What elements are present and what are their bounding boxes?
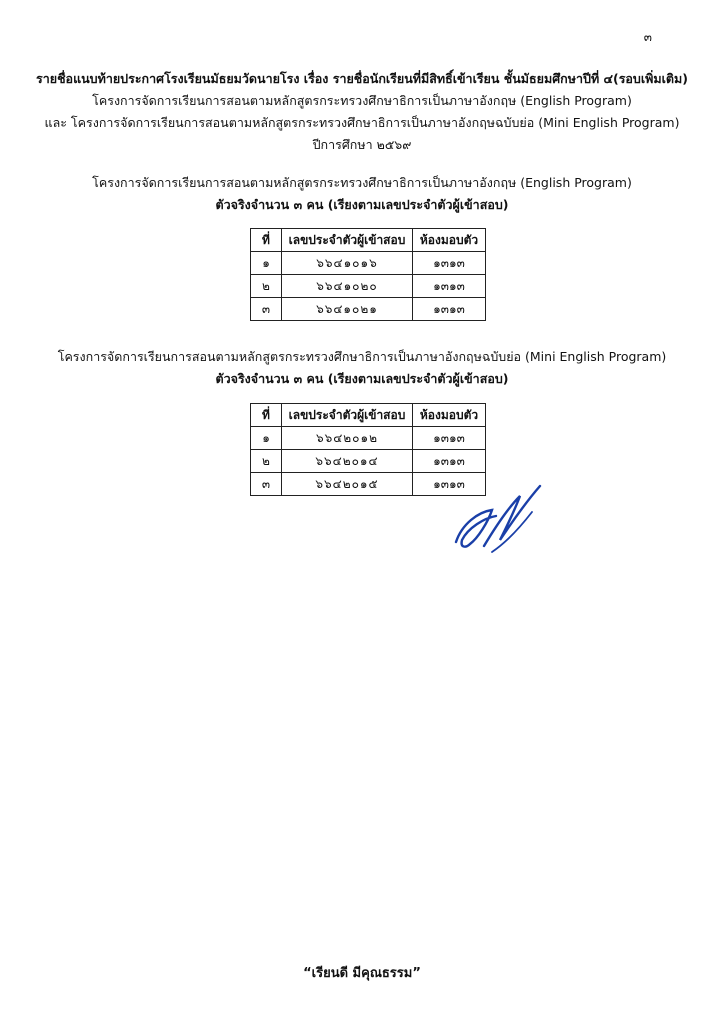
school-motto: “เรียนดี มีคุณธรรม” — [303, 966, 421, 981]
col-header-id: เลขประจำตัวผู้เข้าสอบ — [282, 404, 413, 427]
row-no: ๑ — [251, 252, 282, 275]
row-room: ๑๓๑๓ — [413, 427, 486, 450]
row-room: ๑๓๑๓ — [413, 298, 486, 321]
row-id: ๖๖๔๒๐๑๔ — [282, 450, 413, 473]
table-row — [251, 450, 486, 473]
ep-section-subtitle: ตัวจริงจำนวน ๓ คน (เรียงตามเลขประจำตัวผู้เข้าสอบ) — [215, 197, 509, 212]
row-room: ๑๓๑๓ — [413, 450, 486, 473]
ep-table — [250, 228, 486, 321]
col-header-id: เลขประจำตัวผู้เข้าสอบ — [282, 229, 413, 252]
row-room: ๑๓๑๓ — [413, 275, 486, 298]
row-id: ๖๖๔๑๐๒๑ — [282, 298, 413, 321]
table-header-row — [251, 229, 486, 252]
table-row — [251, 275, 486, 298]
row-room: ๑๓๑๓ — [413, 473, 486, 496]
row-no: ๒ — [251, 275, 282, 298]
row-id: ๖๖๔๑๐๑๖ — [282, 252, 413, 275]
table-row — [251, 427, 486, 450]
ep-section-title: โครงการจัดการเรียนการสอนตามหลักสูตรกระทรวงศึกษาธิการเป็นภาษาอังกฤษ (English Program) — [92, 175, 632, 190]
table-header-row — [251, 404, 486, 427]
col-header-room: ห้องมอบตัว — [413, 404, 486, 427]
mep-section-title: โครงการจัดการเรียนการสอนตามหลักสูตรกระทรวงศึกษาธิการเป็นภาษาอังกฤษฉบับย่อ (Mini English Program) — [57, 349, 667, 364]
col-header-no: ที่ — [251, 229, 282, 252]
program-ep-line: โครงการจัดการเรียนการสอนตามหลักสูตรกระทรวงศึกษาธิการเป็นภาษาอังกฤษ (English Program) — [92, 93, 632, 108]
col-header-no: ที่ — [251, 404, 282, 427]
page-number: ๓ — [643, 30, 652, 44]
signature — [448, 482, 548, 562]
program-mep-line: และ โครงการจัดการเรียนการสอนตามหลักสูตรกระทรวงศึกษาธิการเป็นภาษาอังกฤษฉบับย่อ (Mini English Program) — [44, 115, 680, 130]
row-no: ๓ — [251, 298, 282, 321]
announcement-title: รายชื่อแนบท้ายประกาศโรงเรียนมัธยมวัดนายโรง เรื่อง รายชื่อนักเรียนที่มีสิทธิ์เข้าเรียน ชั้นมัธยมศึกษาปีที่ ๔(รอบเพิ่มเติม) — [36, 71, 688, 86]
row-id: ๖๖๔๒๐๑๒ — [282, 427, 413, 450]
row-room: ๑๓๑๓ — [413, 252, 486, 275]
row-no: ๒ — [251, 450, 282, 473]
row-no: ๑ — [251, 427, 282, 450]
academic-year: ปีการศึกษา ๒๕๖๙ — [312, 137, 412, 152]
col-header-room: ห้องมอบตัว — [413, 229, 486, 252]
mep-section-subtitle: ตัวจริงจำนวน ๓ คน (เรียงตามเลขประจำตัวผู้เข้าสอบ) — [215, 371, 509, 386]
row-id: ๖๖๔๑๐๒๐ — [282, 275, 413, 298]
row-id: ๖๖๔๒๐๑๕ — [282, 473, 413, 496]
table-row — [251, 298, 486, 321]
table-row — [251, 252, 486, 275]
row-no: ๓ — [251, 473, 282, 496]
